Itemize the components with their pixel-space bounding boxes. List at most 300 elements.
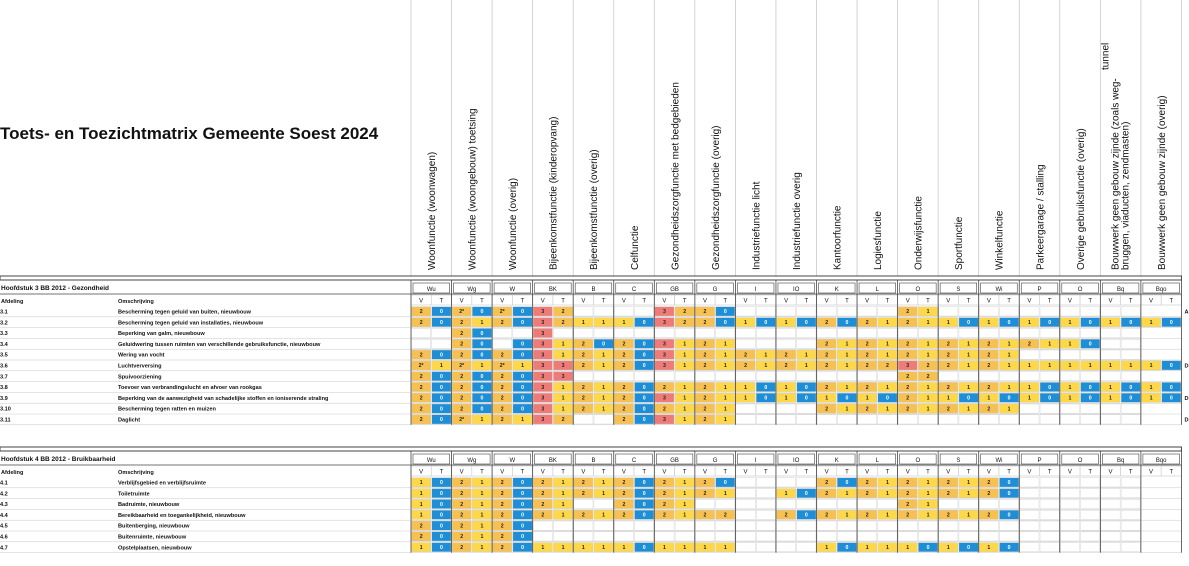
matrix-cell [797, 499, 816, 508]
col-afdeling-label: Afdeling [1, 299, 24, 305]
matrix-cell-value: 2 [906, 395, 910, 402]
column-code: I [754, 287, 757, 293]
matrix-cell-value: 2 [703, 320, 707, 326]
matrix-cell-value: 1 [683, 512, 687, 519]
matrix-cell-value: 2 [622, 491, 626, 497]
matrix-cell-value: 1 [723, 417, 727, 424]
row-description: Daglicht [118, 417, 141, 424]
matrix-cell [736, 328, 755, 337]
matrix-cell [939, 532, 958, 541]
matrix-cell-value: 1 [967, 352, 971, 359]
row-code: 3.7 [0, 374, 8, 381]
matrix-cell [412, 328, 431, 337]
matrix-cell-value: 0 [439, 395, 443, 402]
matrix-cell-value: 2 [946, 384, 950, 391]
matrix-cell-value: 2 [946, 341, 950, 348]
matrix-cell-value: 1 [886, 384, 889, 391]
matrix-cell-value: 0 [642, 395, 646, 402]
matrix-cell-value: 2 [622, 384, 626, 391]
matrix-cell [1121, 372, 1140, 381]
matrix-cell [837, 532, 856, 541]
row-description: Luchtverversing [118, 363, 162, 370]
matrix-cell-value: 0 [1169, 384, 1173, 391]
column-code: IO [793, 287, 800, 293]
matrix-cell-value: 1 [419, 480, 423, 487]
column-header: Parkeergarage / stalling [1035, 164, 1047, 270]
matrix-cell-value: 2 [460, 534, 464, 541]
matrix-cell-value: 0 [1088, 384, 1092, 391]
matrix-cell-value: 1 [683, 395, 687, 402]
row-description: Beperking van galm, nieuwbouw [118, 331, 205, 338]
matrix-cell-value: 0 [642, 480, 646, 487]
vt-subheader-label: V [865, 469, 870, 476]
matrix-cell-value: 1 [1048, 363, 1052, 370]
matrix-cell [858, 521, 877, 530]
matrix-cell-value: 1 [926, 395, 930, 402]
row-code: 3.3 [0, 331, 8, 338]
matrix-cell [756, 478, 775, 487]
matrix-cell-value: 3 [662, 352, 666, 359]
matrix-cell-value: 0 [804, 491, 808, 497]
column-header: Gezondheidszorgfunctie met bedgebieden [670, 82, 682, 270]
vt-subheader-label: V [581, 298, 586, 305]
matrix-cell [918, 415, 937, 424]
matrix-cell-value: 2 [541, 480, 545, 487]
matrix-cell [594, 328, 613, 337]
matrix-cell [1081, 499, 1100, 508]
matrix-cell-value: 2 [946, 352, 950, 359]
matrix-cell-value: 3 [541, 384, 545, 391]
matrix-cell [858, 328, 877, 337]
matrix-cell-value: 2 [906, 512, 910, 519]
matrix-cell-value: 2 [561, 417, 565, 424]
matrix-cell [716, 499, 735, 508]
matrix-cell [999, 372, 1018, 381]
matrix-cell [1121, 499, 1140, 508]
matrix-cell-value: 1 [1109, 395, 1112, 402]
matrix-cell-value: 1 [602, 545, 606, 551]
matrix-cell-value: 2 [622, 341, 626, 348]
matrix-cell [695, 372, 714, 381]
matrix-cell [614, 521, 633, 530]
matrix-cell [1081, 543, 1100, 552]
matrix-cell-value: 0 [439, 534, 443, 541]
matrix-cell-value: 2 [703, 309, 707, 316]
matrix-cell-value: 2 [500, 545, 504, 551]
column-header: Woonfunctie (overig) [508, 177, 520, 270]
matrix-cell-value: 2 [500, 480, 504, 487]
matrix-cell-value: 1 [886, 341, 889, 348]
matrix-cell-value: 0 [642, 417, 646, 424]
matrix-cell [1060, 489, 1079, 498]
matrix-cell [716, 532, 735, 541]
matrix-cell-value: 2 [703, 406, 707, 413]
matrix-cell [756, 489, 775, 498]
matrix-cell-value: 0 [642, 352, 646, 359]
matrix-cell [533, 521, 552, 530]
row-description: Bescherming tegen ratten en muizen [118, 406, 216, 413]
matrix-cell-value: 1 [683, 363, 687, 370]
matrix-cell [533, 532, 552, 541]
matrix-cell-value: 1 [480, 363, 484, 370]
matrix-cell-value: 2 [561, 320, 565, 326]
matrix-cell-value: 2 [906, 480, 910, 487]
matrix-cell-value: 3 [541, 341, 545, 348]
matrix-cell-value: 1 [602, 491, 606, 497]
row-suffix: D [1184, 417, 1189, 424]
matrix-cell-value: 1 [723, 406, 727, 413]
matrix-cell-value: 2 [561, 309, 565, 316]
matrix-cell [878, 415, 897, 424]
matrix-cell-value: 2 [622, 417, 626, 424]
matrix-cell-value: 0 [886, 395, 889, 402]
col-afdeling-label: Afdeling [1, 470, 24, 476]
matrix-cell [1101, 478, 1120, 487]
matrix-cell [1020, 350, 1039, 359]
matrix-cell-value: 2 [460, 384, 464, 391]
matrix-cell [776, 478, 795, 487]
matrix-cell-value: 1 [744, 320, 747, 326]
matrix-cell-value: 2 [541, 512, 545, 519]
matrix-cell-value: 0 [439, 491, 443, 497]
matrix-cell-value: 1 [723, 395, 727, 402]
matrix-cell [776, 499, 795, 508]
matrix-cell-value: 0 [521, 309, 524, 316]
column-header: Bouwwerk geen gebouw zijnde (overig) [1156, 95, 1168, 270]
matrix-cell-value: 2 [419, 384, 423, 391]
column-header: bruggen, viaducten, zendmasten) [1120, 121, 1132, 270]
matrix-cell-value: 1 [723, 545, 727, 551]
matrix-cell-value: 2* [459, 309, 465, 316]
col-omschrijving-label: Omschrijving [118, 470, 154, 476]
vt-subheader-label: T [439, 298, 444, 305]
matrix-cell-value: 0 [1129, 320, 1133, 326]
matrix-cell-value: 2 [662, 491, 666, 497]
row-code: 4.2 [0, 491, 8, 498]
matrix-cell-value: 1 [1007, 341, 1011, 348]
matrix-cell-value: 3 [541, 406, 545, 413]
matrix-cell-value: 1 [804, 352, 808, 359]
matrix-cell-value: 1 [1007, 363, 1011, 370]
matrix-cell [817, 372, 836, 381]
matrix-cell [878, 372, 897, 381]
row-code: 3.10 [0, 406, 11, 413]
matrix-cell [1040, 307, 1059, 316]
matrix-cell [1020, 328, 1039, 337]
matrix-cell-value: 1 [723, 341, 727, 348]
vt-subheader-label: T [601, 298, 606, 305]
row-code: 3.8 [0, 385, 8, 392]
matrix-cell [736, 521, 755, 530]
matrix-cell [878, 307, 897, 316]
matrix-cell [1081, 510, 1100, 519]
matrix-cell [574, 499, 593, 508]
matrix-cell [756, 521, 775, 530]
matrix-cell [756, 510, 775, 519]
column-header: Industriefunctie licht [751, 181, 763, 270]
column-code: Bqo [1155, 287, 1167, 293]
matrix-cell-value: 0 [439, 309, 443, 316]
section-title: Hoofdstuk 3 BB 2012 - Gezondheid [1, 285, 109, 292]
matrix-cell-value: 0 [642, 491, 646, 497]
matrix-cell-value: 3 [561, 374, 565, 380]
matrix-cell-value: 2* [499, 363, 505, 370]
matrix-cell [675, 328, 694, 337]
matrix-cell [1020, 307, 1039, 316]
matrix-cell-value: 1 [480, 523, 484, 530]
matrix-cell-value: 2 [825, 352, 829, 359]
matrix-cell [1081, 521, 1100, 530]
matrix-cell-value: 0 [439, 480, 443, 487]
matrix-cell [817, 307, 836, 316]
matrix-cell [635, 307, 654, 316]
matrix-cell-value: 2 [419, 406, 423, 413]
matrix-cell [878, 532, 897, 541]
matrix-cell-value: 1 [987, 395, 991, 402]
column-header: Gezondheidszorgfunctie (overig) [710, 125, 722, 270]
matrix-cell-value: 0 [1088, 341, 1092, 348]
matrix-cell-value: 2 [703, 417, 707, 424]
matrix-cell [898, 521, 917, 530]
vt-subheader-label: V [459, 469, 464, 476]
matrix-cell-value: 0 [1088, 395, 1092, 402]
column-code: O [1077, 287, 1083, 293]
vt-subheader-label: T [480, 469, 484, 476]
matrix-cell [1081, 489, 1100, 498]
matrix-cell [776, 532, 795, 541]
matrix-cell-value: 2 [886, 363, 889, 370]
matrix-cell [797, 478, 816, 487]
matrix-cell-value: 1 [602, 395, 606, 402]
matrix-cell-value: 1 [926, 491, 930, 497]
matrix-cell [878, 521, 897, 530]
matrix-cell [837, 499, 856, 508]
matrix-cell-value: 2 [703, 395, 707, 402]
matrix-cell [939, 328, 958, 337]
matrix-cell [1101, 510, 1120, 519]
matrix-cell [1020, 478, 1039, 487]
matrix-cell-value: 1 [865, 395, 869, 402]
matrix-cell [1020, 543, 1039, 552]
matrix-cell-value: 1 [622, 320, 626, 326]
matrix-cell-value: 1 [581, 545, 585, 551]
matrix-cell [1101, 339, 1120, 348]
vt-subheader-label: V [1108, 298, 1113, 305]
vt-subheader-label: T [601, 469, 606, 476]
column-code: GB [670, 287, 679, 293]
matrix-cell-value: 3 [662, 320, 666, 326]
matrix-cell-value: 1 [946, 545, 950, 551]
matrix-cell [979, 415, 998, 424]
matrix-cell-value: 1 [946, 395, 950, 402]
matrix-cell-value: 1 [967, 480, 971, 487]
matrix-cell-value: 2 [865, 512, 869, 519]
matrix-cell-value: 1 [886, 491, 889, 497]
matrix-cell-value: 1 [561, 512, 565, 519]
matrix-cell-value: 3 [541, 330, 545, 337]
matrix-cell-value: 1 [561, 501, 565, 508]
vt-subheader-label: V [743, 469, 748, 476]
matrix-cell [797, 532, 816, 541]
matrix-cell-value: 0 [1007, 320, 1011, 326]
matrix-cell-value: 2 [987, 512, 991, 519]
matrix-cell-value: 0 [439, 320, 443, 326]
matrix-cell-value: 0 [521, 384, 524, 391]
vt-subheader-label: T [1047, 469, 1052, 476]
matrix-cell [695, 521, 714, 530]
matrix-cell-value: 2 [622, 406, 626, 413]
matrix-cell-value: 2 [622, 352, 626, 359]
matrix-cell [1060, 532, 1079, 541]
matrix-cell [1121, 543, 1140, 552]
matrix-cell-value: 1 [987, 320, 991, 326]
matrix-cell [736, 415, 755, 424]
row-description: Toevoer van verbrandingslucht en afvoer van rookgas [118, 385, 262, 392]
column-code: O [915, 458, 921, 464]
matrix-cell-value: 1 [926, 406, 930, 413]
matrix-cell-value: 0 [1007, 395, 1011, 402]
matrix-cell-value: 0 [480, 341, 484, 348]
column-code: S [956, 458, 961, 464]
matrix-cell-value: 2* [459, 363, 465, 370]
matrix-cell-value: 2 [500, 395, 504, 402]
matrix-cell-value: 1 [886, 320, 889, 326]
matrix-cell-value: 1 [561, 491, 565, 497]
matrix-cell-value: 1 [845, 406, 849, 413]
matrix-cell-value: 0 [480, 374, 484, 380]
matrix-cell-value: 1 [602, 480, 606, 487]
matrix-cell-value: 2 [460, 512, 464, 519]
matrix-cell-value: 2 [946, 491, 950, 497]
row-code: 3.1 [0, 309, 8, 316]
matrix-cell [1121, 350, 1140, 359]
column-code: GB [670, 458, 679, 464]
matrix-cell [756, 307, 775, 316]
matrix-cell [716, 328, 735, 337]
column-code: IO [793, 458, 800, 464]
vt-subheader-label: T [1169, 298, 1174, 305]
vt-subheader-label: T [763, 469, 768, 476]
matrix-cell-value: 1 [1007, 352, 1011, 359]
matrix-cell [999, 521, 1018, 530]
matrix-cell-value: 1 [906, 545, 910, 551]
row-code: 4.1 [0, 480, 8, 487]
matrix-cell-value: 2 [784, 512, 788, 519]
matrix-cell-value: 1 [419, 501, 423, 508]
matrix-cell-value: 2 [460, 545, 464, 551]
matrix-cell-value: 1 [561, 406, 565, 413]
matrix-cell-value: 2 [987, 341, 991, 348]
matrix-cell-value: 0 [764, 395, 768, 402]
matrix-cell-value: 2 [703, 363, 707, 370]
matrix-cell-value: 0 [521, 534, 524, 541]
matrix-cell-value: 3 [541, 309, 545, 316]
vt-subheader-label: V [500, 469, 505, 476]
matrix-cell-value: 1 [804, 363, 808, 370]
matrix-cell-value: 2 [906, 352, 910, 359]
matrix-cell-value: 0 [602, 341, 606, 348]
vt-subheader-label: T [966, 298, 971, 305]
matrix-cell-value: 2 [460, 320, 464, 326]
matrix-cell [959, 415, 978, 424]
matrix-cell-value: 2 [622, 501, 626, 508]
matrix-cell-value: 1 [865, 545, 869, 551]
matrix-cell [1121, 328, 1140, 337]
matrix-cell-value: 1 [886, 352, 889, 359]
matrix-cell [837, 415, 856, 424]
matrix-cell [939, 415, 958, 424]
matrix-cell-value: 0 [1129, 395, 1133, 402]
column-header: Sportfunctie [954, 216, 966, 270]
matrix-cell-value: 1 [967, 341, 971, 348]
col-omschrijving-label: Omschrijving [118, 299, 154, 305]
matrix-cell [756, 543, 775, 552]
matrix-cell [999, 415, 1018, 424]
row-code: 3.11 [0, 417, 11, 424]
matrix-cell-value: 2 [500, 374, 504, 380]
vt-subheader-label: V [581, 469, 586, 476]
vt-subheader-label: V [784, 469, 789, 476]
column-code: Wg [467, 287, 477, 293]
matrix-cell-value: 3 [541, 363, 545, 370]
matrix-cell-value: 0 [439, 501, 443, 508]
matrix-cell [574, 532, 593, 541]
row-suffix: A [1184, 309, 1189, 316]
matrix-cell-value: 1 [480, 417, 484, 424]
matrix-cell [817, 328, 836, 337]
matrix-cell-value: 0 [439, 523, 443, 530]
matrix-cell [1060, 404, 1079, 413]
matrix-cell-value: 2 [703, 491, 707, 497]
matrix-cell [1060, 372, 1079, 381]
matrix-cell [858, 532, 877, 541]
column-code: K [834, 458, 839, 464]
matrix-cell [574, 328, 593, 337]
matrix-cell [776, 339, 795, 348]
vt-subheader-label: V [1149, 298, 1154, 305]
vt-subheader-label: V [946, 298, 951, 305]
matrix-cell-value: 1 [521, 417, 524, 424]
matrix-cell-value: 1 [967, 512, 971, 519]
matrix-cell [1040, 404, 1059, 413]
column-code: Wu [426, 287, 436, 293]
matrix-cell [979, 532, 998, 541]
matrix-cell-value: 0 [804, 384, 808, 391]
matrix-cell-value: 2 [865, 491, 869, 497]
matrix-cell-value: 1 [1149, 363, 1153, 370]
matrix-cell-value: 3 [541, 395, 545, 402]
vt-subheader-label: T [1088, 298, 1093, 305]
matrix-cell-value: 2 [744, 352, 747, 359]
matrix-cell-value: 1 [825, 395, 829, 402]
row-code: 4.6 [0, 534, 8, 541]
row-description: Bereikbaarheid en toegankelijkheid, nieuwbouw [118, 512, 246, 519]
row-code: 3.2 [0, 320, 8, 327]
matrix-cell-value: 1 [886, 545, 889, 551]
matrix-cell-value: 0 [967, 395, 971, 402]
matrix-cell-value: 1 [723, 363, 727, 370]
vt-subheader-label: T [804, 469, 809, 476]
matrix-cell-value: 2 [703, 384, 707, 391]
matrix-cell [1121, 532, 1140, 541]
vt-subheader-label: T [845, 469, 849, 476]
matrix-cell-value: 2 [500, 406, 504, 413]
matrix-cell-value: 1 [480, 512, 484, 519]
matrix-cell-value: 2 [865, 384, 869, 391]
column-code: Bqo [1155, 458, 1167, 464]
matrix-cell [817, 521, 836, 530]
matrix-cell-value: 2 [460, 523, 464, 530]
